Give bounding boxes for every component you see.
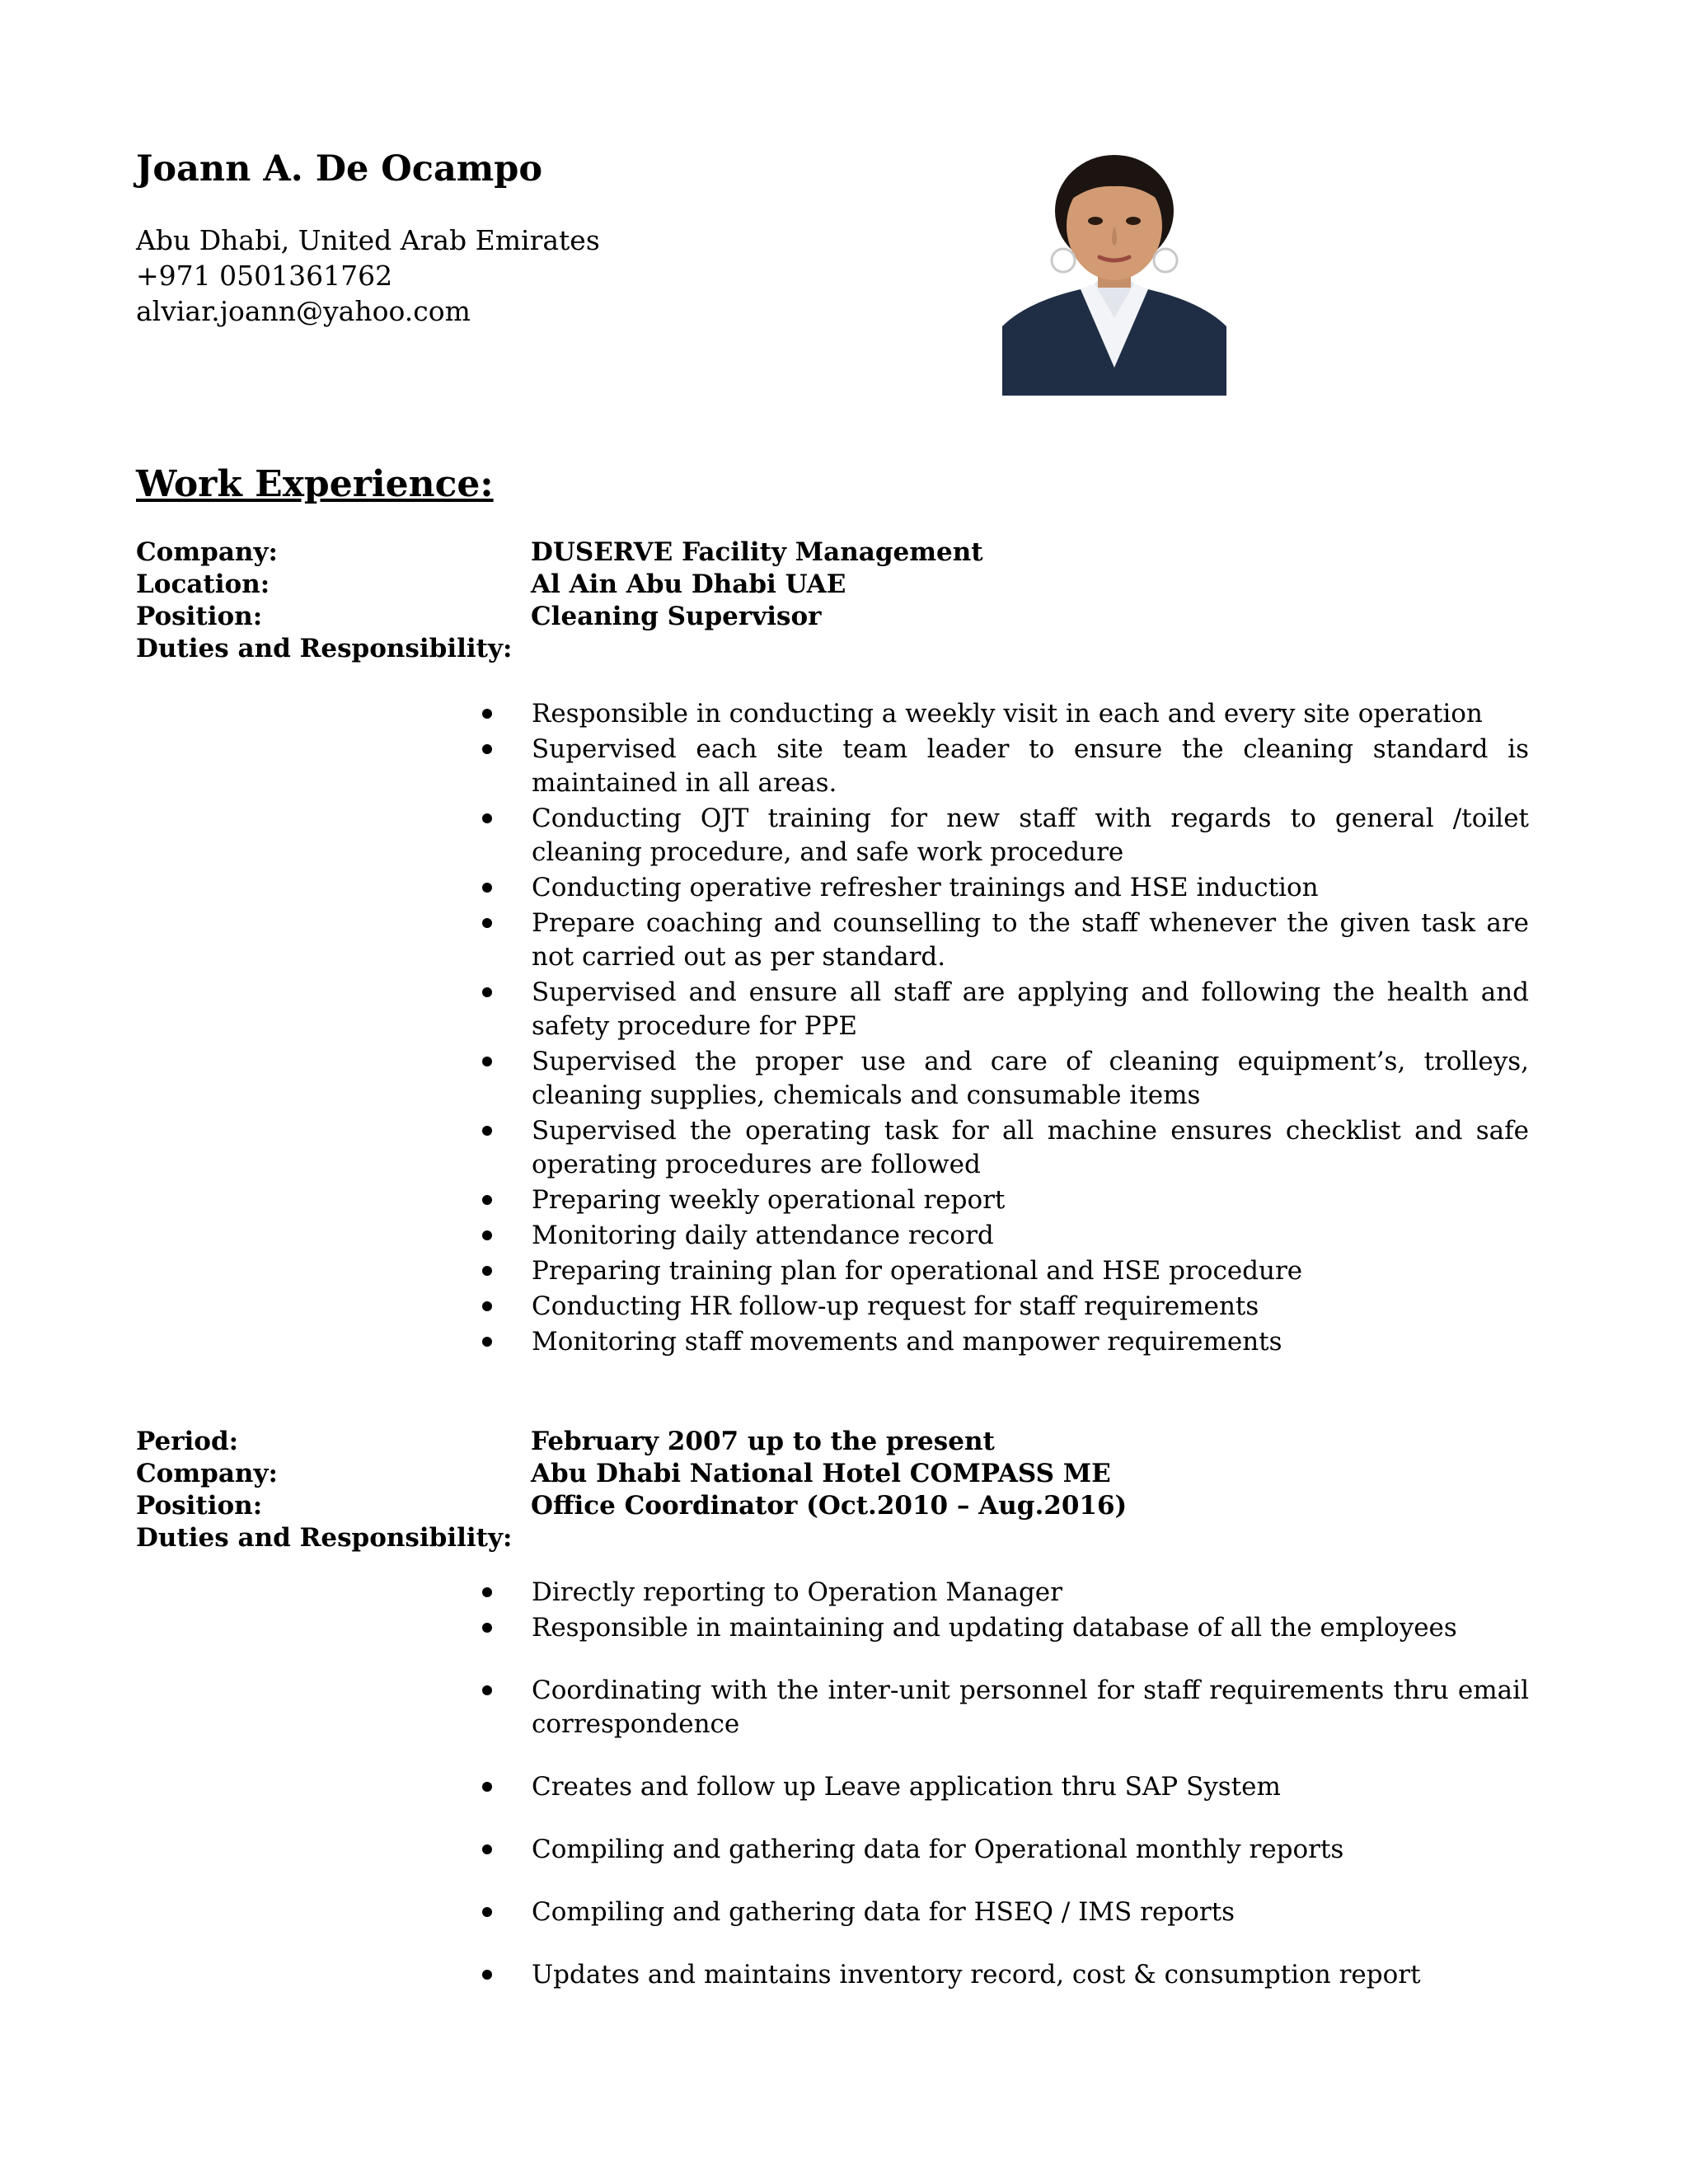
field-label: Duties and Responsibility: [136,1523,513,1553]
field-label: Position: [136,1491,263,1521]
bullet-icon [482,1623,492,1633]
list-item: Conducting OJT training for new staff with regards to general /toilet cleaning procedure, and safe work procedure [482,802,1529,869]
bullet-icon [482,1301,492,1311]
bullet-icon [482,1126,492,1136]
job-1-company-row [136,537,1537,569]
list-item: Supervised the proper use and care of cleaning equipment’s, trolleys, cleaning supplies, chemicals and consumable items [482,1045,1529,1113]
profile-photo-icon [1002,153,1226,396]
bullet-icon [482,1057,492,1066]
candidate-name: Joann A. De Ocampo [136,148,543,190]
bullet-icon [482,1685,492,1695]
bullet-icon [482,1230,492,1240]
job-2-details [136,1426,1537,1554]
bullet-icon [482,918,492,928]
field-label: Period: [136,1427,239,1456]
field-label: Position: [136,602,263,631]
list-item: Preparing training plan for operational and HSE procedure [482,1254,1529,1288]
list-item: Monitoring daily attendance record [482,1219,1529,1253]
job-2-period-row [136,1426,1537,1458]
list-item: Preparing weekly operational report [482,1183,1529,1217]
bullet-icon [482,1970,492,1980]
section-title-work-experience: Work Experience: [136,463,494,505]
bullet-icon [482,1266,492,1276]
field-value: Cleaning Supervisor [531,602,822,631]
job-1-position-row [136,601,1537,633]
bullet-icon [482,1782,492,1792]
bullet-icon [482,1195,492,1205]
list-item: Creates and follow up Leave application thru SAP System [482,1770,1529,1804]
bullet-icon [482,1337,492,1347]
list-item: Compiling and gathering data for Operational monthly reports [482,1833,1529,1867]
list-item: Supervised each site team leader to ensure the cleaning standard is maintained in all areas. [482,733,1529,800]
field-label: Duties and Responsibility: [136,634,513,663]
job-1-duties-row [136,633,1537,665]
profile-photo [1002,153,1226,396]
list-item: Coordinating with the inter-unit personnel for staff requirements thru email correspondence [482,1674,1529,1741]
list-item: Supervised and ensure all staff are applying and following the health and safety procedure for PPE [482,976,1529,1043]
contact-info [136,223,600,329]
bullet-icon [482,1844,492,1854]
list-item: Supervised the operating task for all machine ensures checklist and safe operating procedures are followed [482,1114,1529,1182]
contact-phone: +971 0501361762 [136,260,393,292]
job-1-location-row [136,569,1537,601]
list-item: Conducting operative refresher trainings and HSE induction [482,871,1529,905]
list-item: Conducting HR follow-up request for staff requirements [482,1290,1529,1324]
list-item: Monitoring staff movements and manpower requirements [482,1325,1529,1359]
job-2-position-row [136,1490,1537,1522]
field-value: February 2007 up to the present [531,1427,995,1456]
field-value: DUSERVE Facility Management [531,537,983,567]
field-label: Company: [136,1459,278,1488]
field-value: Abu Dhabi National Hotel COMPASS ME [531,1459,1111,1488]
contact-email: alviar.joann@yahoo.com [136,295,471,327]
field-value: Al Ain Abu Dhabi UAE [531,569,846,599]
field-label: Company: [136,537,278,567]
list-item: Directly reporting to Operation Manager [482,1576,1529,1610]
field-label: Location: [136,569,270,599]
bullet-icon [482,1907,492,1917]
bullet-icon [482,987,492,997]
list-item: Responsible in maintaining and updating database of all the employees [482,1611,1529,1645]
bullet-icon [482,744,492,754]
job-1-details [136,537,1537,665]
bullet-icon [482,709,492,719]
field-value: Office Coordinator (Oct.2010 – Aug.2016) [531,1491,1128,1521]
job-2-duties-row [136,1522,1537,1554]
job-2-duties-list [482,1576,1529,2021]
list-item: Updates and maintains inventory record, cost & consumption report [482,1958,1529,1992]
bullet-icon [482,813,492,823]
bullet-icon [482,883,492,893]
job-1-duties-list [482,697,1529,1361]
bullet-icon [482,1587,492,1597]
contact-location: Abu Dhabi, United Arab Emirates [136,224,600,256]
list-item: Compiling and gathering data for HSEQ / IMS reports [482,1896,1529,1929]
list-item: Prepare coaching and counselling to the staff whenever the given task are not carried out as per standard. [482,907,1529,974]
job-2-company-row [136,1458,1537,1490]
list-item: Responsible in conducting a weekly visit in each and every site operation [482,697,1529,731]
